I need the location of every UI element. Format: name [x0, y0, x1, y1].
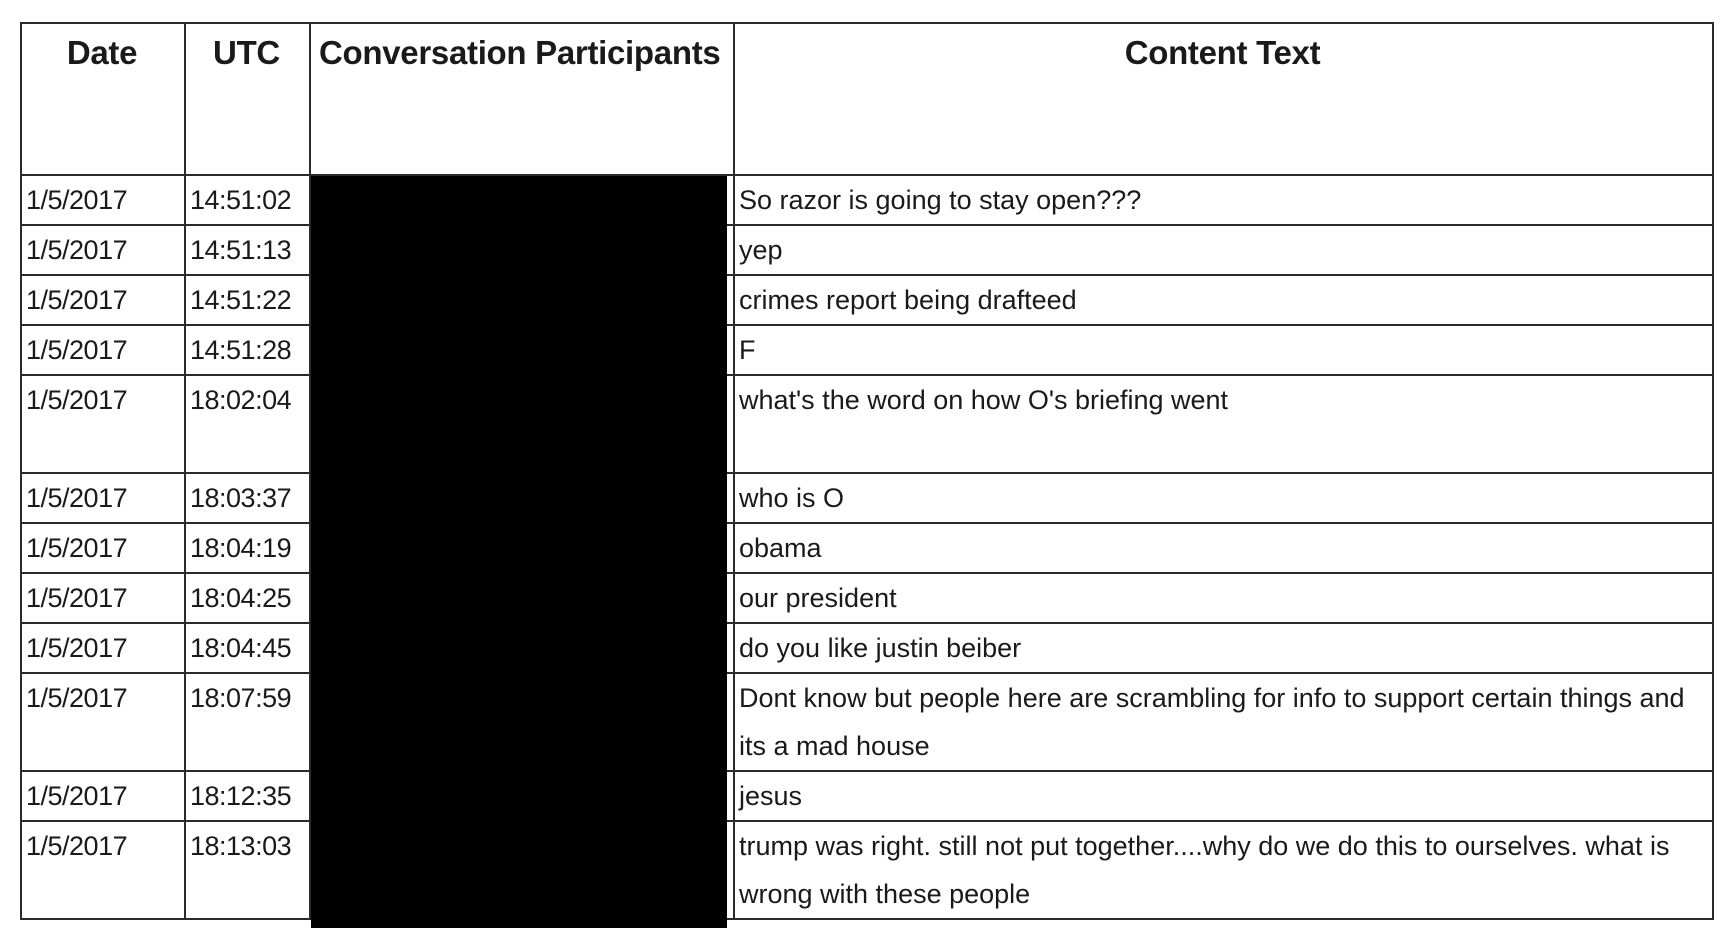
content-cell: obama — [734, 523, 1713, 573]
header-utc: UTC — [185, 23, 310, 175]
date-cell: 1/5/2017 — [21, 225, 185, 275]
utc-cell: 14:51:13 — [185, 225, 310, 275]
table-row — [21, 821, 1713, 919]
table-row — [21, 771, 1713, 821]
table-row — [21, 225, 1713, 275]
header-content-text: Content Text — [734, 23, 1713, 175]
date-cell: 1/5/2017 — [21, 573, 185, 623]
content-cell: F — [734, 325, 1713, 375]
utc-cell: 18:04:19 — [185, 523, 310, 573]
document-page — [20, 22, 1714, 920]
date-cell: 1/5/2017 — [21, 821, 185, 919]
utc-cell: 18:07:59 — [185, 673, 310, 771]
content-cell: crimes report being drafteed — [734, 275, 1713, 325]
date-cell: 1/5/2017 — [21, 175, 185, 225]
utc-cell: 14:51:28 — [185, 325, 310, 375]
content-cell: what's the word on how O's briefing went — [734, 375, 1713, 473]
utc-cell: 18:02:04 — [185, 375, 310, 473]
date-cell: 1/5/2017 — [21, 673, 185, 771]
utc-cell: 18:03:37 — [185, 473, 310, 523]
date-cell: 1/5/2017 — [21, 771, 185, 821]
date-cell: 1/5/2017 — [21, 623, 185, 673]
date-cell: 1/5/2017 — [21, 473, 185, 523]
chat-log-table — [20, 22, 1714, 920]
utc-cell: 18:04:45 — [185, 623, 310, 673]
utc-cell: 18:12:35 — [185, 771, 310, 821]
table-row — [21, 325, 1713, 375]
content-cell: who is O — [734, 473, 1713, 523]
header-row — [21, 23, 1713, 175]
table-row — [21, 673, 1713, 771]
table-row — [21, 623, 1713, 673]
table-row — [21, 275, 1713, 325]
date-cell: 1/5/2017 — [21, 275, 185, 325]
table-row — [21, 573, 1713, 623]
table-row — [21, 175, 1713, 225]
table-row — [21, 473, 1713, 523]
content-cell: do you like justin beiber — [734, 623, 1713, 673]
content-cell: jesus — [734, 771, 1713, 821]
content-cell: yep — [734, 225, 1713, 275]
utc-cell: 18:04:25 — [185, 573, 310, 623]
content-cell: our president — [734, 573, 1713, 623]
content-cell: So razor is going to stay open??? — [734, 175, 1713, 225]
utc-cell: 18:13:03 — [185, 821, 310, 919]
date-cell: 1/5/2017 — [21, 325, 185, 375]
content-cell: Dont know but people here are scrambling for info to support certain things and its a mad house — [734, 673, 1713, 771]
utc-cell: 14:51:22 — [185, 275, 310, 325]
redaction-block — [311, 176, 727, 928]
table-row — [21, 375, 1713, 473]
header-date: Date — [21, 23, 185, 175]
header-participants: Conversation Participants — [310, 23, 734, 175]
content-cell: trump was right. still not put together....why do we do this to ourselves. what is wrong with these people — [734, 821, 1713, 919]
utc-cell: 14:51:02 — [185, 175, 310, 225]
table-row — [21, 523, 1713, 573]
date-cell: 1/5/2017 — [21, 523, 185, 573]
date-cell: 1/5/2017 — [21, 375, 185, 473]
